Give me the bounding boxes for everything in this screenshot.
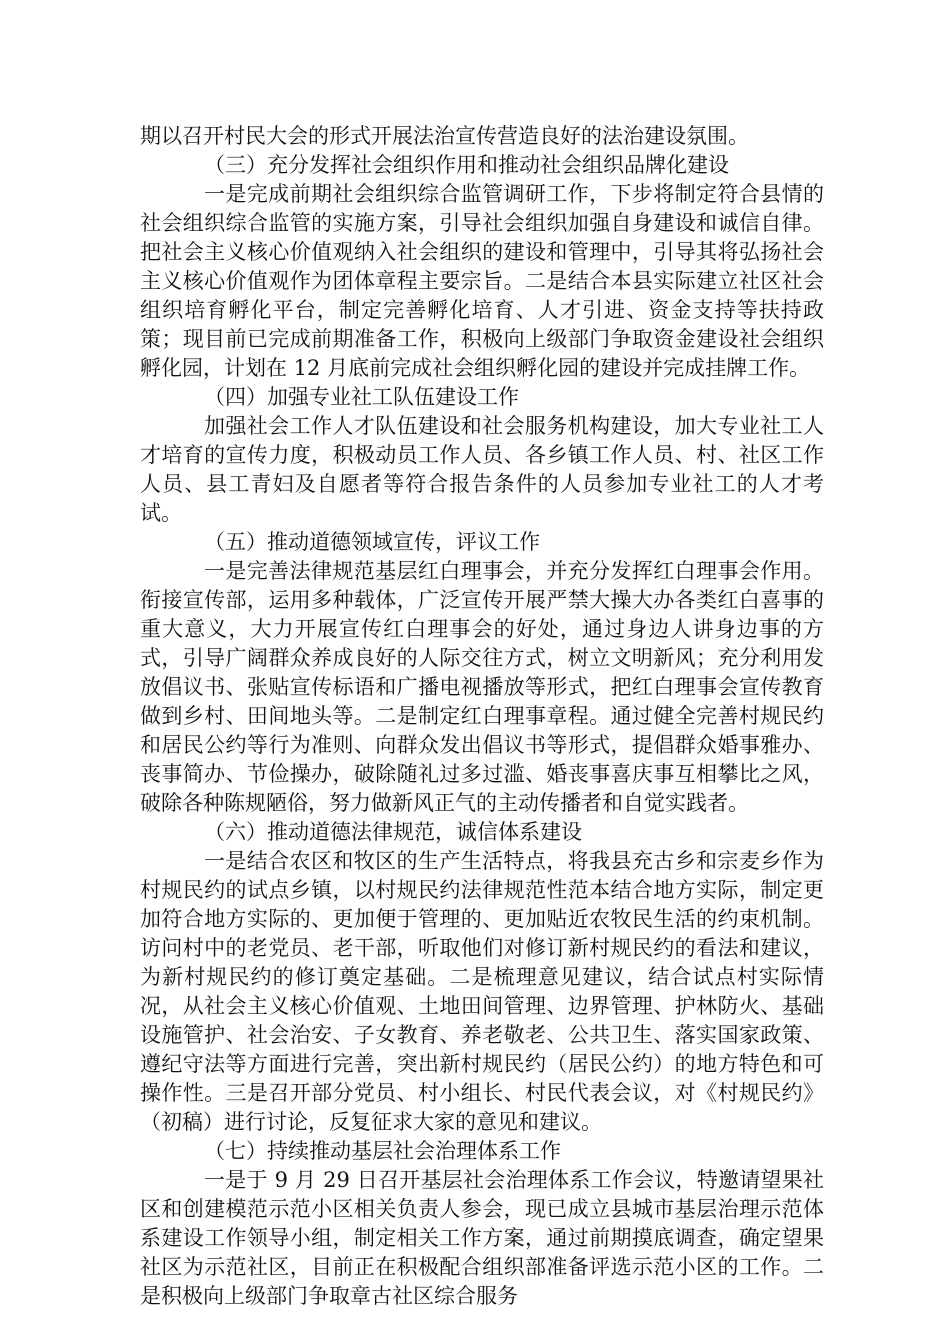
paragraph-continued: 期以召开村民大会的形式开展法治宣传营造良好的法治建设氛围。 bbox=[140, 124, 749, 148]
paragraph-village-rules: 一是结合农区和牧区的生产生活特点，将我县充古乡和宗麦乡作为村规民约的试点乡镇，以村规民约法律规范性范本结合地方实际，制定更加符合地方实际的、更加便于管理的、更加贴近农牧民生活的约束机制。访问村中的老党员、老干部，听取他们对修订新村规民约的看法和建议，为新村规民约的修订奠定基础。二是梳理意见建议，结合试点村实际情况，从社会主义核心价值观、土地田间管理、边界管理、护林防火、基础设施管护、社会治安、子女教育、养老敬老、公共卫生、落实国家政策、遵纪守法等方面进行完善，突出新村规民约（居民公约）的地方特色和可操作性。三是召开部分党员、村小组长、村民代表会议，对《村规民约》（初稿）进行讨论，反复征求大家的意见和建议。 bbox=[140, 849, 824, 1134]
section-heading-6: （六）推动道德法律规范，诚信体系建设 bbox=[204, 820, 582, 844]
paragraph-moral-publicity: 一是完善法律规范基层红白理事会，并充分发挥红白理事会作用。衔接宣传部，运用多种载体，广泛宣传开展严禁大操大办各类红白喜事的重大意义，大力开展宣传红白理事会的好处，通过身边人讲身边事的方式，引导广阔群众养成良好的人际交往方式，树立文明新风；充分利用发放倡议书、张贴宣传标语和广播电视播放等形式，把红白理事会宣传教育做到乡村、田间地头等。二是制定红白理事章程。通过健全完善村规民约和居民公约等行为准则、向群众发出倡议书等形式，提倡群众婚事雅办、丧事简办、节俭操办，破除随礼过多过滥、婚丧事喜庆事互相攀比之风，破除各种陈规陋俗，努力做新风正气的主动传播者和自觉实践者。 bbox=[140, 559, 824, 815]
section-heading-7: （七）持续推动基层社会治理体系工作 bbox=[204, 1139, 561, 1163]
paragraph-grassroots-governance: 一是于 9 月 29 日召开基层社会治理体系工作会议，特邀请望果社区和创建模范示范小区相关负责人参会，现已成立县城市基层治理示范体系建设工作领导小组，制定相关工作方案，通过前期摸底调查，确定望果社区为示范社区，目前正在积极配合组织部准备评选示范小区的工作。二是积极向上级部门争取章古社区综合服务 bbox=[140, 1168, 824, 1308]
paragraph-social-organizations: 一是完成前期社会组织综合监管调研工作，下步将制定符合县情的社会组织综合监管的实施方案，引导社会组织加强自身建设和诚信自律。把社会主义核心价值观纳入社会组织的建设和管理中，引导其将弘扬社会主义核心价值观作为团体章程主要宗旨。二是结合本县实际建立社区社会组织培育孵化平台，制定完善孵化培育、人才引进、资金支持等扶持政策；现目前已完成前期准备工作，积极向上级部门争取资金建设社会组织孵化园，计划在 12 月底前完成社会组织孵化园的建设并完成挂牌工作。 bbox=[140, 182, 824, 380]
section-heading-3: （三）充分发挥社会组织作用和推动社会组织品牌化建设 bbox=[204, 153, 729, 177]
paragraph-social-workers: 加强社会工作人才队伍建设和社会服务机构建设，加大专业社工人才培育的宣传力度，积极动员工作人员、各乡镇工作人员、村、社区工作人员、县工青妇及自愿者等符合报告条件的人员参加专业社工的人才考试。 bbox=[140, 414, 824, 525]
section-heading-4: （四）加强专业社工队伍建设工作 bbox=[204, 385, 519, 409]
section-heading-5: （五）推动道德领域宣传，评议工作 bbox=[204, 530, 540, 554]
document-body bbox=[140, 122, 824, 1311]
